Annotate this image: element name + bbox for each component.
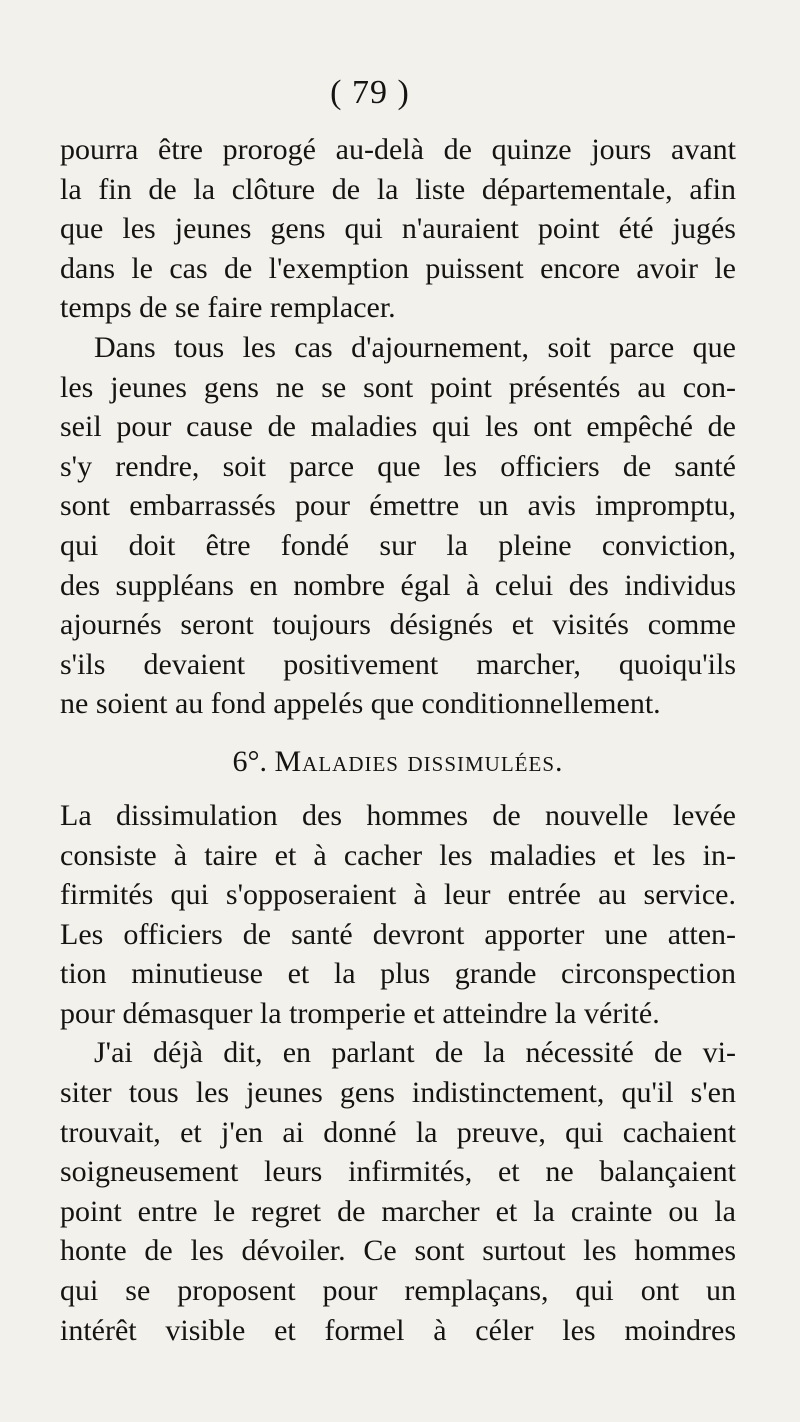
text-line: pourra être prorogé au-delà de quinze jours avant	[60, 133, 736, 166]
text-line: seil pour cause de maladies qui les ont empêché de	[60, 410, 736, 444]
text-line: s'ils devaient positivement marcher, quoiqu'ils	[60, 647, 736, 681]
text-line: pour démasquer la tromperie et atteindre la vérité.	[60, 996, 660, 1030]
text-line: Les officiers de santé devront apporter une atten-	[60, 917, 736, 951]
text-line: Dans tous les cas d'ajournement, soit parce que	[94, 330, 736, 364]
page-number: ( 79 )	[330, 74, 410, 111]
text-line: des suppléans en nombre égal à celui des individus	[60, 568, 736, 602]
text-line: sont embarrassés pour émettre un avis impromptu,	[60, 489, 736, 523]
text-line: J'ai déjà dit, en parlant de la nécessité de vi-	[94, 1036, 736, 1070]
paragraph-2	[60, 328, 736, 724]
text-line: soigneusement leurs infirmités, et ne balançaient	[60, 1155, 736, 1189]
section-number: 6°.	[232, 744, 267, 778]
text-line: consiste à taire et à cacher les maladies et les in-	[60, 838, 736, 872]
paragraph-1	[60, 130, 736, 328]
text-line: temps de se faire remplacer.	[60, 291, 396, 325]
text-line: qui doit être fondé sur la pleine conviction,	[60, 528, 736, 562]
text-line: siter tous les jeunes gens indistinctement, qu'il s'en	[60, 1076, 736, 1110]
text-line: point entre le regret de marcher et la crainte ou la	[60, 1194, 736, 1228]
text-line: que les jeunes gens qui n'auraient point été jugés	[60, 212, 736, 246]
text-line: firmités qui s'opposeraient à leur entrée au service.	[60, 878, 736, 912]
text-line: intérêt visible et formel à céler les moindres	[60, 1313, 736, 1347]
text-line: honte de les dévoiler. Ce sont surtout les hommes	[60, 1234, 736, 1268]
text-line: la fin de la clôture de la liste départementale, afin	[60, 172, 736, 206]
text-line: ne soient au fond appelés que conditionnellement.	[60, 687, 661, 721]
text-line: s'y rendre, soit parce que les officiers de santé	[60, 449, 736, 483]
section-heading	[60, 736, 736, 788]
text-line: dans le cas de l'exemption puissent encore avoir le	[60, 251, 736, 285]
text-line: La dissimulation des hommes de nouvelle levée	[60, 798, 736, 832]
body-text	[60, 130, 736, 1350]
text-line: tion minutieuse et la plus grande circonspection	[60, 957, 736, 991]
text-line: ajournés seront toujours désignés et visités comme	[60, 608, 736, 642]
section-title: Maladies dissimulées.	[274, 744, 564, 778]
text-line: les jeunes gens ne se sont point présentés au con-	[60, 370, 736, 404]
text-line: trouvait, et j'en ai donné la preuve, qui cachaient	[60, 1115, 736, 1149]
paragraph-3	[60, 796, 736, 1034]
text-line: qui se proposent pour remplaçans, qui ont un	[60, 1274, 736, 1308]
paragraph-4	[60, 1033, 736, 1350]
